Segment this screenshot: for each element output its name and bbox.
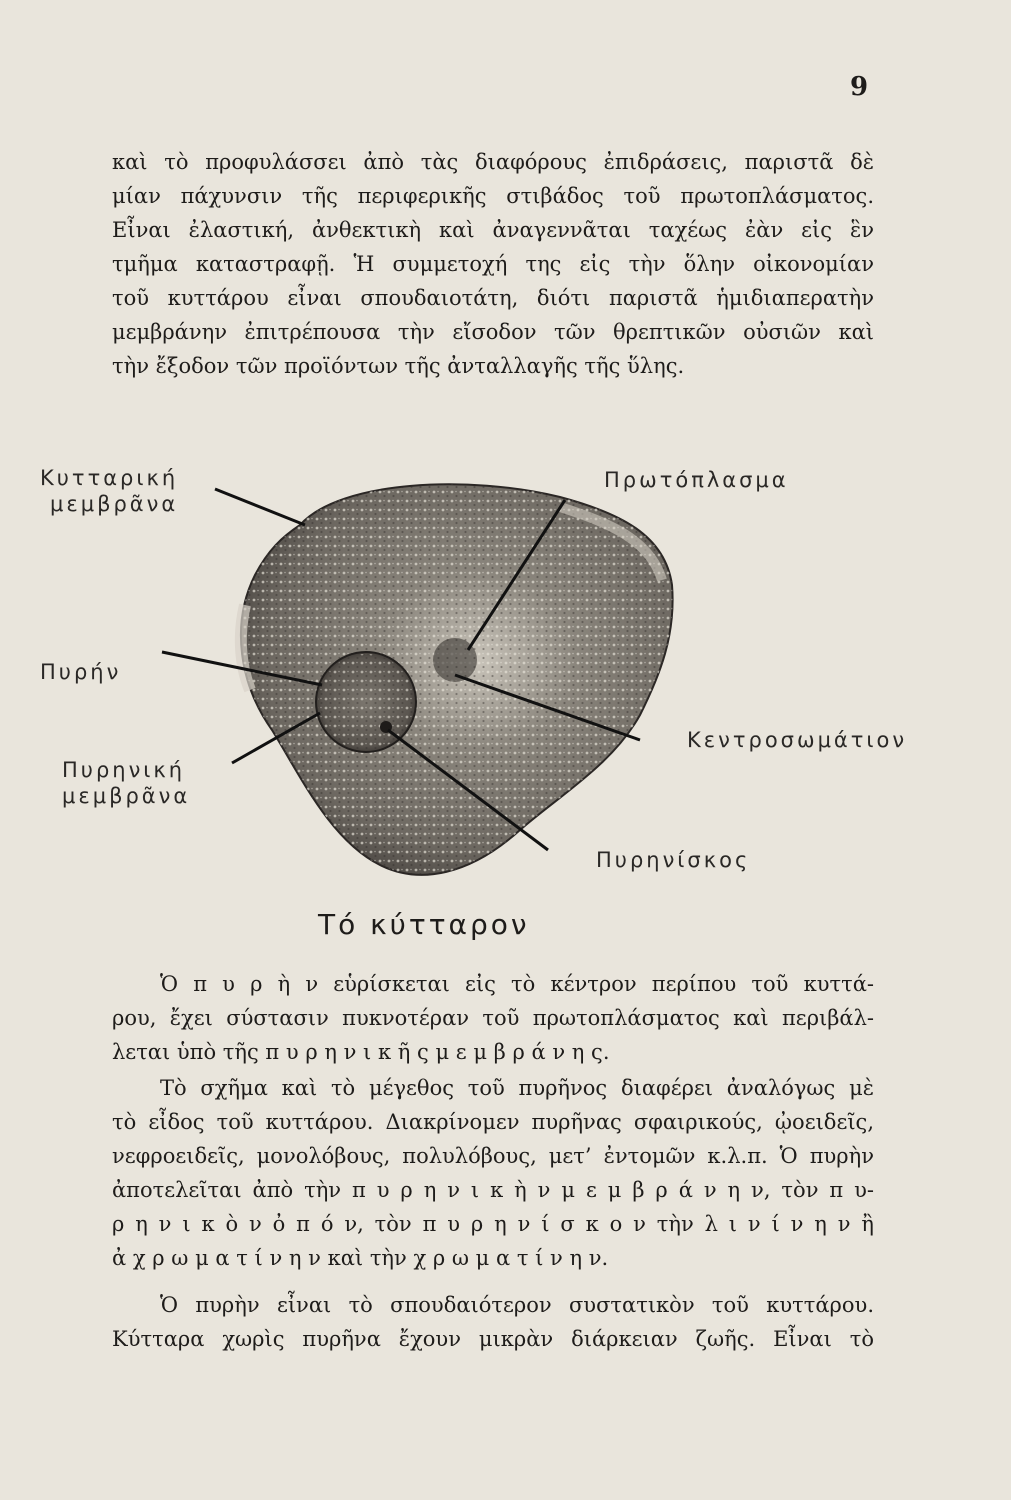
- intro-paragraph: [112, 145, 874, 383]
- text-line: καὶ τὸ προφυλάσσει ἀπὸ τὰς διαφόρους ἐπιδράσεις, παριστᾶ δὲ: [112, 150, 874, 174]
- label-nuclear-membrane: [62, 757, 190, 809]
- label-line: μεμβρᾶνα: [62, 784, 191, 808]
- text-line: ἀποτελεῖται ἀπὸ τὴν π υ ρ η ν ι κ ὴ ν μ ε μ β ρ ά ν η ν, τὸν π υ-: [112, 1178, 874, 1202]
- label-nucleus: Πυρήν: [40, 660, 122, 684]
- shape-paragraph: [112, 1071, 874, 1275]
- text-line: τοῦ κυττάρου εἶναι σπουδαιοτάτη, διότι παριστᾶ ἡμιδιαπερατὴν: [112, 286, 874, 310]
- text-line: Εἶναι ἐλαστική, ἀνθεκτικὴ καὶ ἀναγεννᾶται ταχέως ἐὰν εἰς ἓν: [112, 218, 874, 242]
- label-protoplasm: Πρωτόπλασμα: [604, 468, 789, 492]
- text-line: νεφροειδεῖς, μονολόβους, πολυλόβους, μετ’ ἐντομῶν κ.λ.π. Ὁ πυρὴν: [112, 1144, 874, 1168]
- nucleus-paragraph: [112, 967, 874, 1069]
- label-line: Κυτταρική: [40, 466, 179, 490]
- text-line: τμῆμα καταστραφῇ. Ἡ συμμετοχή της εἰς τὴν ὅλην οἰκονομίαν: [112, 252, 874, 276]
- text-line: ρ η ν ι κ ὸ ν ὀ π ό ν, τὸν π υ ρ η ν ί σ κ ο ν τὴν λ ι ν ί ν η ν ἢ: [112, 1212, 874, 1236]
- text-line: τὴν ἔξοδον τῶν προϊόντων τῆς ἀνταλλαγῆς τῆς ὕλης.: [112, 354, 685, 378]
- text-line: ἀ χ ρ ω μ α τ ί ν η ν καὶ τὴν χ ρ ω μ α τ ί ν η ν.: [112, 1246, 609, 1270]
- importance-paragraph: [112, 1288, 874, 1356]
- label-nucleolus: Πυρηνίσκος: [596, 848, 751, 872]
- text-line: τὸ εἶδος τοῦ κυττάρου. Διακρίνομεν πυρῆνας σφαιρικούς, ᾠοειδεῖς,: [112, 1110, 874, 1134]
- cell-illustration: [0, 445, 1011, 945]
- page-number: 9: [850, 72, 869, 102]
- figure-caption: Τό κύτταρον: [318, 908, 530, 941]
- text-line: Ὁ π υ ρ ὴ ν εὑρίσκεται εἰς τὸ κέντρον περίπου τοῦ κυττά-: [160, 972, 874, 996]
- text-line: μίαν πάχυνσιν τῆς περιφερικῆς στιβάδος τοῦ πρωτοπλάσματος.: [112, 184, 874, 208]
- text-line: μεμβράνην ἐπιτρέπουσα τὴν εἴσοδον τῶν θρεπτικῶν οὐσιῶν καὶ: [112, 320, 874, 344]
- text-line: λεται ὑπὸ τῆς π υ ρ η ν ι κ ῆ ς μ ε μ β ρ ά ν η ς.: [112, 1040, 610, 1064]
- label-line: Πυρηνική: [62, 758, 186, 782]
- text-line: Κύτταρα χωρὶς πυρῆνα ἔχουν μικρὰν διάρκειαν ζωῆς. Εἶναι τὸ: [112, 1327, 874, 1351]
- label-line: μεμβρᾶνα: [50, 492, 179, 516]
- label-centrosome: Κεντροσωμάτιον: [687, 728, 908, 752]
- leader-line-cell-membrane: [215, 489, 305, 525]
- nucleus-texture: [318, 654, 414, 750]
- text-line: Τὸ σχῆμα καὶ τὸ μέγεθος τοῦ πυρῆνος διαφέρει ἀναλόγως μὲ: [160, 1076, 874, 1100]
- text-line: Ὁ πυρὴν εἶναι τὸ σπουδαιότερον συστατικὸν τοῦ κυττάρου.: [160, 1293, 874, 1317]
- label-cell-membrane: [40, 465, 178, 517]
- text-line: ρου, ἔχει σύστασιν πυκνοτέραν τοῦ πρωτοπλάσματος καὶ περιβάλ-: [112, 1006, 874, 1030]
- cell-diagram: [0, 445, 1011, 945]
